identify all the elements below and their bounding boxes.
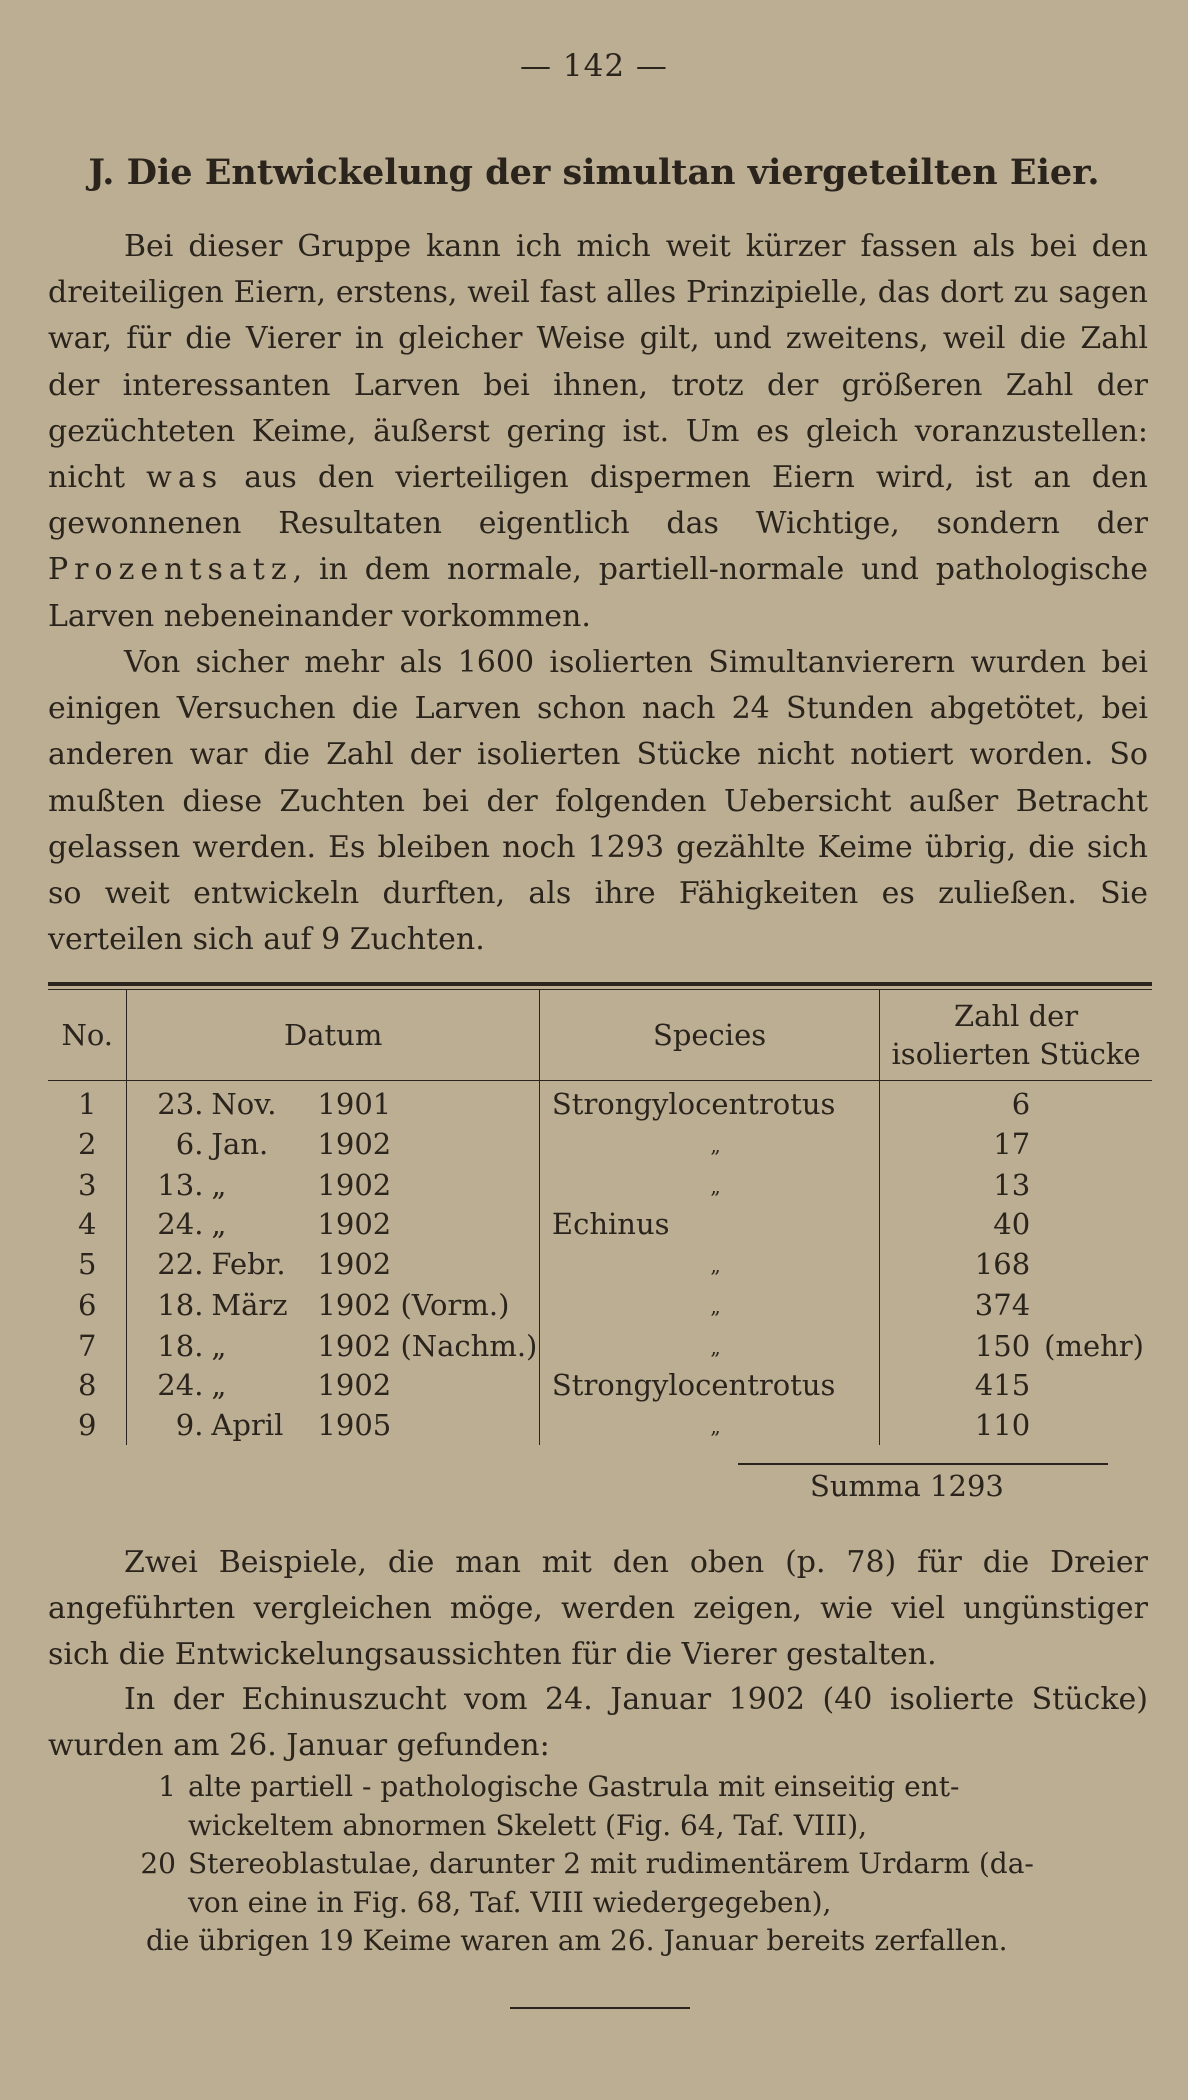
ditto-mark: „ <box>710 1253 721 1277</box>
cell-count-note <box>1030 1286 1044 1324</box>
cell-count <box>880 1284 1152 1325</box>
cell-year: 1901 <box>317 1087 392 1121</box>
cell-year: 1902 (Vorm.) <box>317 1287 510 1322</box>
cell-month: Febr. <box>211 1246 286 1281</box>
cell-count-note <box>1030 1245 1044 1283</box>
table-row <box>48 1404 1152 1445</box>
finding-item <box>140 1845 1152 1922</box>
cell-count-value: 6 <box>1011 1087 1031 1121</box>
finding-text-cont: von eine in Fig. 68, Taf. VIII wiedergegeben), <box>188 1885 832 1919</box>
cell-count-note <box>1030 1406 1044 1444</box>
table-row <box>48 1164 1152 1205</box>
cell-day: 6. <box>175 1126 204 1161</box>
finding-count: 1 <box>158 1770 176 1803</box>
cell-count-note: (mehr) <box>1044 1328 1144 1363</box>
cell-species-text: Strongylocentrotus <box>551 1368 836 1402</box>
cell-no: 7 <box>77 1328 97 1363</box>
cell-year: 1902 <box>317 1368 392 1402</box>
summa-rule <box>738 1463 1108 1465</box>
cell-species <box>539 1243 879 1284</box>
table-row <box>48 1123 1152 1164</box>
ditto-mark: „ <box>710 1335 721 1359</box>
cell-species <box>539 1085 879 1123</box>
paragraph-intro-text-1: Bei dieser Gruppe kann ich mich weit kürzer fassen als bei den dreiteiligen Eiern, erstens, weil fast alles Prinzipielle, das dort zu sagen war, für die Vierer in gleicher Weise gilt, und zweitens, weil die Zahl der interessanten Larven bei ihnen, trotz der größeren Zahl der gezüchteten Keime, äußerst gering ist. Um es gleich voranzustellen: nicht <box>48 229 1148 496</box>
cell-year: 1902 <box>317 1207 392 1241</box>
cell-count-value: 374 <box>974 1287 1031 1322</box>
cell-count-value: 17 <box>993 1126 1031 1161</box>
cell-count <box>880 1164 1152 1205</box>
cell-year: 1902 <box>317 1167 392 1202</box>
cell-datum <box>127 1284 540 1325</box>
cell-month: „ <box>211 1368 227 1402</box>
cell-datum <box>127 1404 540 1445</box>
ditto-mark: „ <box>710 1414 721 1438</box>
cell-count-value: 168 <box>974 1246 1031 1281</box>
cell-count-value: 110 <box>974 1407 1031 1442</box>
cell-count <box>880 1085 1152 1123</box>
paragraph-echinus: In der Echinuszucht vom 24. Januar 1902 (40 isolierte Stücke) wurden am 26. Januar gefunden: <box>48 1682 1148 1764</box>
paragraph-intro <box>48 224 1148 640</box>
cell-day: 22. <box>157 1246 204 1281</box>
page-number: — 142 — <box>520 48 668 84</box>
cell-count <box>880 1123 1152 1164</box>
cell-count-note <box>1030 1085 1044 1123</box>
paragraph-intro-text-2: aus den vierteiligen dispermen Eiern wird, ist an den gewonnenen Resultaten eigentlich das Wichtige, sondern der <box>48 460 1148 542</box>
header-count-line1: Zahl der <box>953 999 1079 1033</box>
cell-no: 5 <box>77 1246 97 1281</box>
cell-day: 23. <box>157 1087 204 1121</box>
cell-no: 1 <box>77 1087 97 1121</box>
cell-species <box>539 1205 879 1243</box>
cell-species <box>539 1404 879 1445</box>
cell-day: 18. <box>157 1328 204 1363</box>
header-species: Species <box>539 990 879 1081</box>
cell-count-value: 40 <box>993 1207 1031 1241</box>
finding-text: alte partiell - pathologische Gastrula mit einseitig ent- <box>188 1770 960 1803</box>
cell-count <box>880 1325 1152 1366</box>
cell-month: Jan. <box>211 1126 269 1161</box>
cell-count-value: 415 <box>974 1368 1031 1402</box>
cell-no: 9 <box>77 1407 97 1442</box>
cell-datum <box>127 1085 540 1123</box>
cell-species-text: Strongylocentrotus <box>551 1087 836 1121</box>
cell-species <box>539 1284 879 1325</box>
cell-datum <box>127 1325 540 1366</box>
cell-count-note <box>1030 1166 1044 1204</box>
emphasis-was: was <box>146 460 224 496</box>
cell-count-note <box>1030 1366 1044 1404</box>
cell-datum <box>127 1243 540 1284</box>
cell-species <box>539 1123 879 1164</box>
cell-year: 1902 (Nachm.) <box>317 1328 538 1363</box>
cell-month: „ <box>211 1328 227 1363</box>
paragraph-examples: Zwei Beispiele, die man mit den oben (p. 78) für die Dreier angeführten vergleichen möge, werden zeigen, wie viel ungünstiger sich die Entwickelungsaussichten für die Vierer gestalten. <box>48 1545 1148 1673</box>
table-top-rule <box>48 982 1152 986</box>
cell-datum <box>127 1366 540 1404</box>
findings-list <box>140 1768 1152 1961</box>
cell-month: April <box>211 1407 284 1442</box>
header-no: No. <box>61 1018 113 1052</box>
table-row <box>48 1085 1152 1123</box>
table-row <box>48 1325 1152 1366</box>
cultures-table <box>48 982 1152 1445</box>
cell-no: 4 <box>77 1207 97 1241</box>
table-row <box>48 1284 1152 1325</box>
cell-month: März <box>211 1287 288 1322</box>
header-datum: Datum <box>127 990 540 1081</box>
finding-tail: die übrigen 19 Keime waren am 26. Januar bereits zerfallen. <box>146 1924 1008 1957</box>
header-count <box>880 990 1152 1081</box>
finding-count: 20 <box>140 1847 176 1880</box>
cell-count <box>880 1404 1152 1445</box>
cell-datum <box>127 1205 540 1243</box>
emphasis-prozentsatz: Prozentsatz <box>48 552 293 588</box>
cell-year: 1905 <box>317 1407 392 1442</box>
cell-count <box>880 1366 1152 1404</box>
paragraph-overview: Von sicher mehr als 1600 isolierten Simultanvierern wurden bei einigen Versuchen die Larven schon nach 24 Stunden abgetötet, bei anderen war die Zahl der isolierten Stücke nicht notiert worden. So mußten diese Zuchten bei der folgenden Uebersicht außer Betracht gelassen werden. Es bleiben noch 1293 gezählte Keime übrig, die sich so weit entwickeln durften, als ihre Fähigkeiten es zuließen. Sie verteilen sich auf 9 Zuchten. <box>48 645 1148 958</box>
cell-count <box>880 1205 1152 1243</box>
cell-day: 24. <box>157 1368 204 1402</box>
cell-count <box>880 1243 1152 1284</box>
cell-species <box>539 1325 879 1366</box>
cell-month: „ <box>211 1207 227 1241</box>
cell-count-value: 150 <box>974 1328 1031 1363</box>
table-header-row <box>48 990 1152 1081</box>
cell-year: 1902 <box>317 1246 392 1281</box>
cell-datum <box>127 1123 540 1164</box>
cell-day: 9. <box>175 1407 204 1442</box>
finding-text-cont: wickeltem abnormen Skelett (Fig. 64, Taf. VIII), <box>188 1808 868 1842</box>
cell-day: 24. <box>157 1207 204 1241</box>
cell-datum <box>127 1164 540 1205</box>
cell-count-value: 13 <box>993 1167 1031 1202</box>
cell-month: „ <box>211 1167 227 1202</box>
table-row <box>48 1243 1152 1284</box>
cell-no: 2 <box>77 1126 97 1161</box>
ditto-mark: „ <box>710 1174 721 1198</box>
cell-species-text: Echinus <box>551 1207 670 1241</box>
ditto-mark: „ <box>710 1294 721 1318</box>
cell-no: 3 <box>77 1167 97 1202</box>
cell-species <box>539 1164 879 1205</box>
cell-count-note <box>1030 1205 1044 1243</box>
cell-year: 1902 <box>317 1126 392 1161</box>
table-row <box>48 1205 1152 1243</box>
cell-day: 13. <box>157 1167 204 1202</box>
cell-day: 18. <box>157 1287 204 1322</box>
finding-item <box>140 1768 1152 1845</box>
cell-no: 8 <box>77 1368 97 1402</box>
summa-total: Summa 1293 <box>810 1469 1004 1503</box>
table-row <box>48 1366 1152 1404</box>
finding-text: Stereoblastulae, darunter 2 mit rudimentärem Urdarm (da- <box>188 1847 1034 1880</box>
header-count-line2: isolierten Stücke <box>891 1037 1141 1071</box>
section-heading: J. Die Entwickelung der simultan viergeteilten Eier. <box>88 152 1100 193</box>
end-rule <box>510 2007 690 2009</box>
cell-count-note <box>1030 1125 1044 1163</box>
cell-no: 6 <box>77 1287 97 1322</box>
cell-species <box>539 1366 879 1404</box>
cell-month: Nov. <box>211 1087 277 1121</box>
ditto-mark: „ <box>710 1133 721 1157</box>
paragraph-intro-text-3: , in dem normale, partiell-normale und pathologische Larven nebeneinander vorkommen. <box>48 552 1148 634</box>
table-body <box>48 1085 1152 1445</box>
